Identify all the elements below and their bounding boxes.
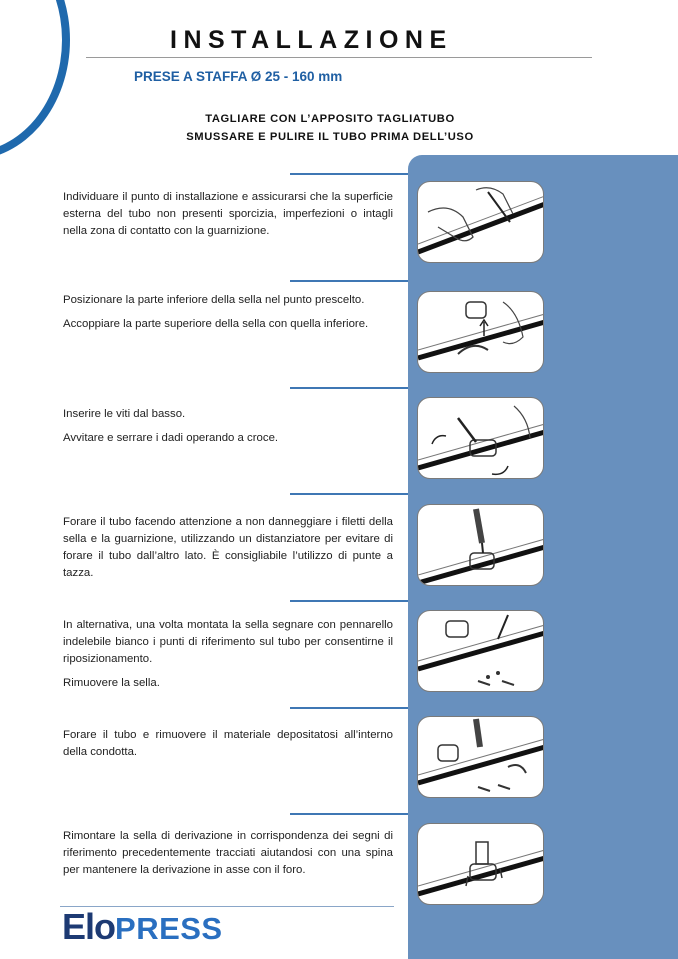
wrench-tightening-icon [417, 397, 544, 479]
step-divider [290, 600, 408, 602]
step-3-paragraph-1: Inserire le viti dal basso. [63, 408, 186, 420]
step-2-paragraph-1: Posizionare la parte inferiore della sella nel punto prescelto. [63, 294, 365, 306]
drill-remove-icon [417, 716, 544, 798]
step-3-paragraph-2: Avvitare e serrare i dadi operando a croce. [63, 432, 279, 444]
step-7-paragraph: Rimontare la sella di derivazione in corrispondenza dei segni di riferimento precedentemente tracciati aiutandosi con una spina per mantenere la derivazione in asse con il foro. [63, 830, 393, 876]
step-5-paragraph-2: Rimuovere la sella. [63, 677, 160, 689]
step-4-text [63, 514, 393, 589]
elopress-logo [62, 906, 223, 947]
step-5-text [63, 617, 393, 699]
prep-note-line-2: SMUSSARE E PULIRE IL TUBO PRIMA DELL’USO [186, 131, 474, 143]
step-6-text [63, 727, 393, 768]
title-divider [86, 57, 592, 58]
step-3-text [63, 406, 393, 454]
saddle-coupling-icon [417, 291, 544, 373]
marker-reference-icon [417, 610, 544, 692]
step-6-paragraph: Forare il tubo e rimuovere il materiale depositatosi all’interno della condotta. [63, 729, 393, 758]
remount-saddle-icon [417, 823, 544, 905]
step-1-text [63, 189, 393, 247]
step-divider [290, 387, 408, 389]
logo-part-2: PRESS [115, 911, 223, 946]
step-5-paragraph-1: In alternativa, una volta montata la sella segnare con pennarello indelebile bianco i punti di riferimento sul tubo per consentirne il riposizionamento. [63, 619, 393, 665]
page-subtitle: PRESE A STAFFA Ø 25 - 160 mm [134, 69, 343, 84]
step-4-paragraph: Forare il tubo facendo attenzione a non danneggiare i filetti della sella e la guarnizione, utilizzando un distanziatore per evitare di forare il tubo dall’altro lato. È consigliabile l’utilizzo di punte a tazza. [63, 516, 393, 579]
step-divider [290, 173, 408, 175]
page-title: INSTALLAZIONE [170, 26, 453, 54]
step-2-paragraph-2: Accoppiare la parte superiore della sella con quella inferiore. [63, 318, 369, 330]
step-divider [290, 493, 408, 495]
step-divider [290, 813, 408, 815]
step-divider [290, 707, 408, 709]
step-2-text [63, 292, 393, 340]
step-7-text [63, 828, 393, 886]
step-1-paragraph: Individuare il punto di installazione e assicurarsi che la superficie esterna del tubo non presenti sporcizia, imperfezioni o intagli nella zona di contatto con la guarnizione. [63, 191, 393, 237]
logo-part-1: Elo [62, 906, 116, 947]
prep-note-line-1: TAGLIARE CON L’APPOSITO TAGLIATUBO [205, 113, 455, 125]
drill-icon [417, 504, 544, 586]
hand-marking-pipe-icon [417, 181, 544, 263]
step-divider [290, 280, 408, 282]
